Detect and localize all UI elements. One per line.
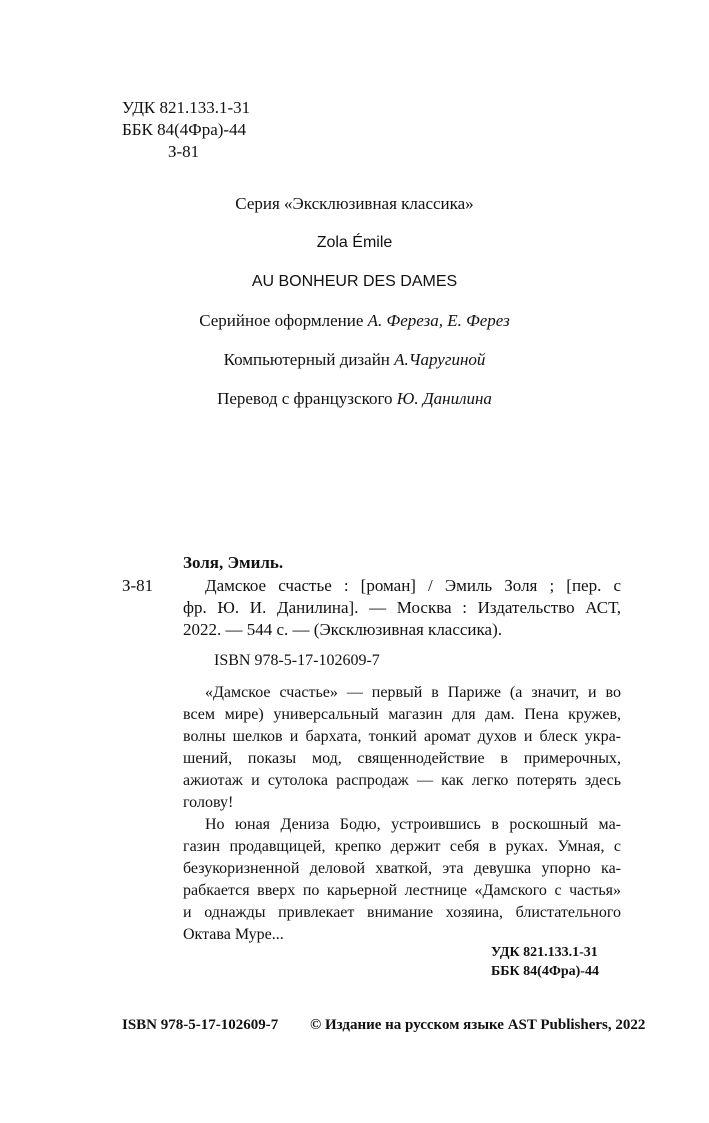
bib-line-3: 2022. — 544 с. — (Эксклюзивная классика). — [183, 620, 502, 639]
computer-design-line — [0, 349, 709, 371]
bib-author-mark: З-81 — [122, 576, 154, 595]
translation-name: Ю. Данилина — [396, 389, 492, 408]
bib-heading: Золя, Эмиль. — [183, 553, 284, 572]
footer-copyright: © Издание на русском языке AST Publishers, 2022 — [310, 1017, 646, 1033]
annotation-bbk: ББК 84(4Фра)-44 — [491, 964, 599, 979]
bib-line-1: Дамское счастье : [роман] / Эмиль Золя ; [пер. с — [205, 576, 621, 595]
series-design-label: Серийное оформление — [199, 311, 368, 330]
computer-design-label: Компьютерный дизайн — [223, 350, 395, 369]
bib-isbn: ISBN 978-5-17-102609-7 — [214, 652, 380, 669]
translation-line — [0, 388, 709, 410]
annotation-p1-line-3: волны шелков и бархата, тонкий аромат духов и блеск укра- — [183, 728, 621, 745]
annotation-p1-line-2: всем мире) универсальный магазин для дам. Пена кружев, — [183, 706, 621, 723]
annotation-p2-line-5: и однажды привлекает внимание хозяина, блистательного — [183, 904, 621, 921]
footer-isbn: ISBN 978-5-17-102609-7 — [122, 1017, 279, 1033]
annotation-udk: УДК 821.133.1-31 — [491, 945, 598, 960]
series-design-line — [0, 310, 709, 332]
original-title: AU BONHEUR DES DAMES — [251, 273, 458, 290]
annotation-p2-line-3: безукоризненной деловой хваткой, эта девушка упорно ка- — [183, 860, 621, 877]
annotation-p1-line-5: ажиотаж и сутолока распродаж — как легко потерять здесь — [183, 772, 621, 789]
annotation-p1-line-1: «Дамское счастье» — первый в Париже (а значит, и во — [205, 684, 621, 701]
bib-line-2: фр. Ю. И. Данилина]. — Москва : Издательство АСТ, — [183, 598, 621, 617]
bbk-code: ББК 84(4Фра)-44 — [122, 120, 247, 139]
annotation-p2-line-1: Но юная Дениза Бодю, устроившись в роскошный ма- — [205, 816, 621, 833]
annotation-p2-line-6: Октава Муре... — [183, 926, 284, 943]
annotation-p2-line-4: рабкается вверх по карьерной лестнице «Дамского с частья» — [183, 882, 621, 899]
annotation-p1-line-4: шений, показы мод, священнодействие в примерочных, — [183, 750, 621, 767]
computer-design-name: А.Чаругиной — [394, 350, 486, 369]
series-design-names: А. Фереза, Е. Ферез — [367, 311, 510, 330]
udk-code: УДК 821.133.1-31 — [122, 98, 251, 117]
annotation-p2-line-2: газин продавщицей, крепко держит себя в руках. Умная, с — [183, 838, 621, 855]
annotation-p1-line-6: голову! — [183, 794, 234, 811]
translation-label: Перевод с французского — [217, 389, 397, 408]
author-mark: З-81 — [168, 142, 200, 161]
original-author: Zola Émile — [316, 234, 393, 251]
series-line: Серия «Эксклюзивная классика» — [235, 194, 474, 213]
